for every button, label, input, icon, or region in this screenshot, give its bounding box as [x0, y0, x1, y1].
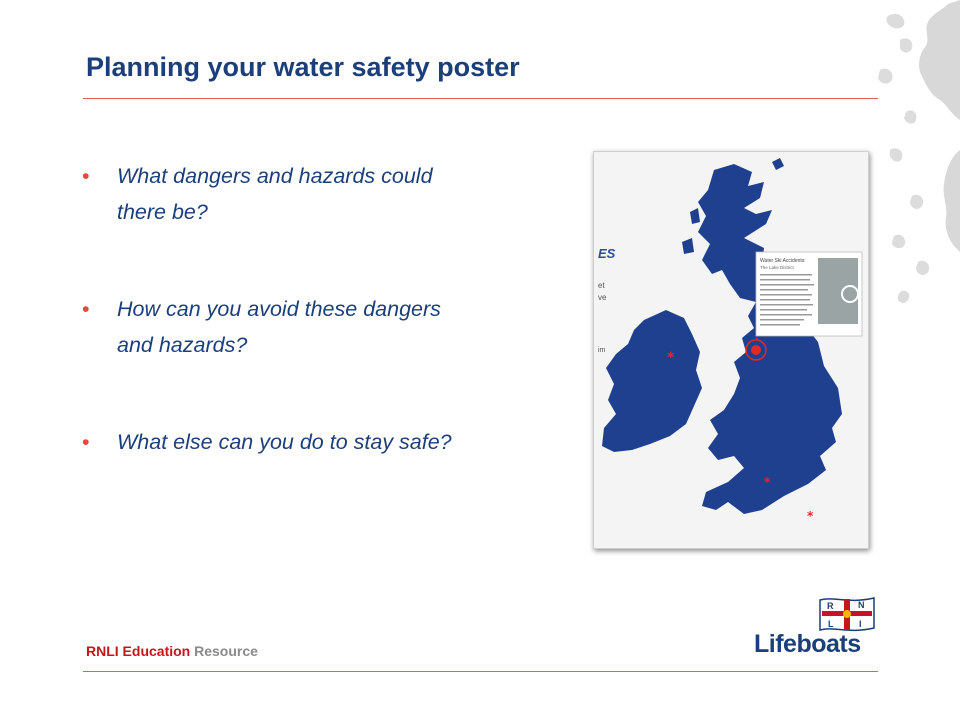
lifeboats-logo-text: Lifeboats: [754, 630, 861, 658]
bullet-marker: •: [82, 297, 90, 321]
uk-map-image: [594, 152, 868, 548]
svg-text:N: N: [858, 600, 865, 610]
bullet-text: What dangers and hazards could: [117, 164, 433, 188]
poster-fragment: im: [598, 347, 606, 354]
rnli-flag-icon: [818, 596, 876, 632]
svg-text:L: L: [828, 619, 834, 629]
bullet-item: [80, 424, 550, 460]
bullet-text-continued: and hazards?: [117, 333, 248, 357]
callout-subheading: The Lake District: [760, 265, 794, 270]
bullet-item: [80, 291, 550, 363]
callout-heading: Water Ski Accidents:: [760, 258, 806, 264]
poster-thumbnail: [593, 151, 869, 549]
bullet-text-continued: there be?: [117, 200, 208, 224]
bullet-marker: •: [82, 430, 90, 454]
bullet-text: How can you avoid these dangers: [117, 297, 441, 321]
great-britain-map: [698, 164, 842, 514]
svg-text:R: R: [827, 601, 834, 611]
bullet-item: [80, 158, 550, 230]
svg-text:I: I: [859, 619, 862, 629]
coastline-decoration: [860, 0, 960, 340]
bullet-text: What else can you do to stay safe?: [117, 430, 452, 454]
poster-fragment: et: [598, 281, 605, 290]
poster-fragment: ES: [598, 246, 616, 261]
svg-text:*: *: [764, 475, 771, 489]
footer-divider: [83, 671, 878, 672]
callout-photo: [818, 258, 858, 324]
footer-brand: [86, 643, 258, 659]
svg-text:*: *: [807, 509, 814, 523]
footer-brand-suffix: Resource: [194, 643, 258, 659]
svg-text:*: *: [667, 350, 675, 366]
bullet-list: [80, 158, 550, 521]
ireland-map: [602, 310, 702, 452]
footer-brand-name: RNLI Education: [86, 643, 191, 659]
title-divider: [83, 98, 878, 99]
poster-fragment: ve: [598, 293, 607, 302]
slide-title: Planning your water safety poster: [86, 52, 520, 82]
bullet-marker: •: [82, 164, 90, 188]
